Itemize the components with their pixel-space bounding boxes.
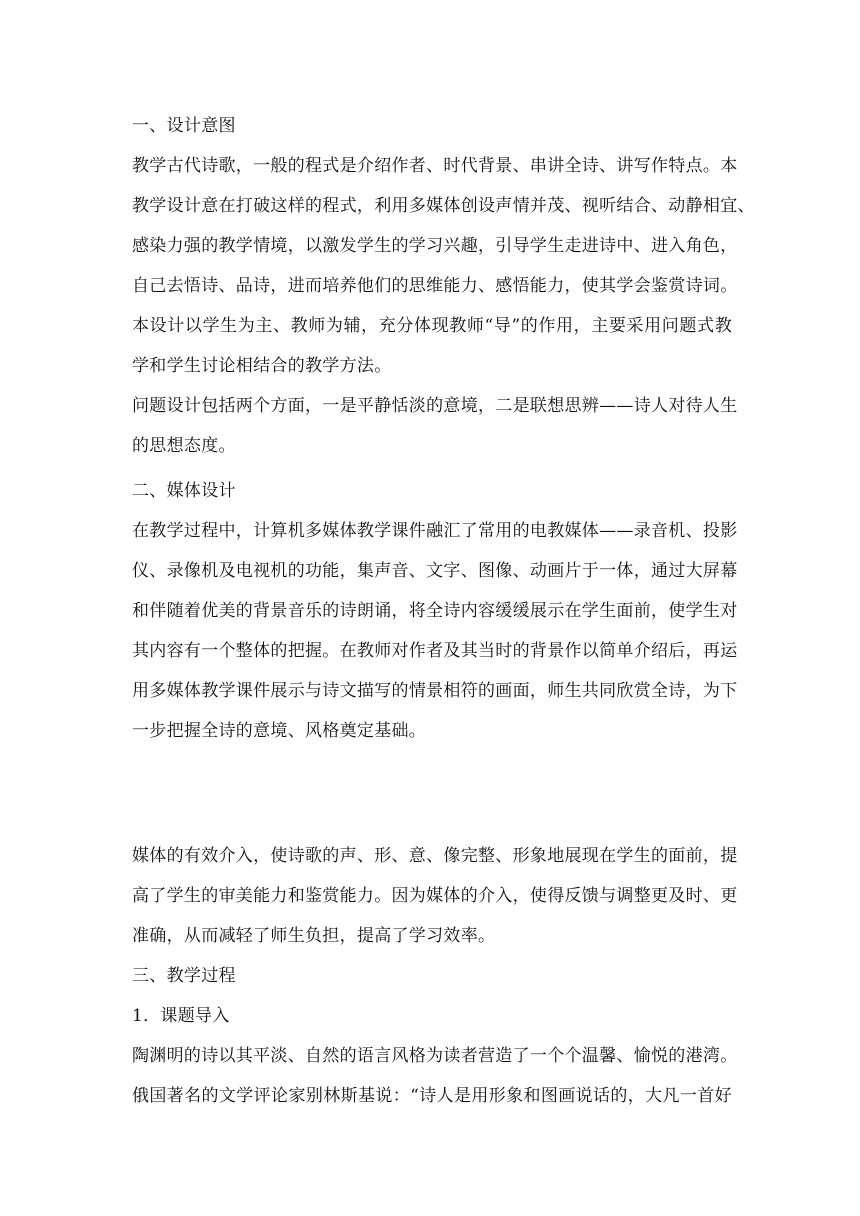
paragraph-line: 陶渊明的诗以其平淡、自然的语言风格为读者营造了一个个温馨、愉悦的港湾。 — [132, 1046, 738, 1066]
paragraph-line: 准确，从而减轻了师生负担，提高了学习效率。 — [132, 926, 496, 946]
paragraph-line: 本设计以学生为主、教师为辅，充分体现教师“导”的作用，主要采用问题式教 — [132, 316, 732, 336]
paragraph-line: 问题设计包括两个方面，一是平静恬淡的意境，二是联想思辨——诗人对待人生 — [132, 396, 738, 416]
paragraph-line: 在教学过程中，计算机多媒体教学课件融汇了常用的电教媒体——录音机、投影 — [132, 521, 738, 541]
subheading-topic-intro: 1．课题导入 — [132, 1006, 230, 1026]
paragraph-line: 高了学生的审美能力和鉴赏能力。因为媒体的介入，使得反馈与调整更及时、更 — [132, 886, 738, 906]
paragraph-line: 的思想态度。 — [132, 436, 236, 456]
paragraph-line: 媒体的有效介入，使诗歌的声、形、意、像完整、形象地展现在学生的面前，提 — [132, 846, 738, 866]
paragraph-line: 和伴随着优美的背景音乐的诗朗诵，将全诗内容缓缓展示在学生面前，使学生对 — [132, 601, 738, 621]
paragraph-line: 用多媒体教学课件展示与诗文描写的情景相符的画面，师生共同欣赏全诗，为下 — [132, 681, 738, 701]
paragraph-line: 教学设计意在打破这样的程式，利用多媒体创设声情并茂、视听结合、动静相宜、 — [132, 196, 755, 216]
paragraph-line: 感染力强的教学情境，以激发学生的学习兴趣，引导学生走进诗中、进入角色， — [132, 236, 738, 256]
paragraph-line: 自己去悟诗、品诗，进而培养他们的思维能力、感悟能力，使其学会鉴赏诗词。 — [132, 276, 738, 296]
paragraph-line: 学和学生讨论相结合的教学方法。 — [132, 356, 392, 376]
paragraph-line: 其内容有一个整体的把握。在教师对作者及其当时的背景作以简单介绍后，再运 — [132, 641, 738, 661]
heading-teaching-process: 三、教学过程 — [132, 966, 236, 986]
paragraph-line: 教学古代诗歌，一般的程式是介绍作者、时代背景、串讲全诗、讲写作特点。本 — [132, 156, 738, 176]
paragraph-line: 俄国著名的文学评论家别林斯基说：“诗人是用形象和图画说话的，大凡一首好 — [132, 1086, 732, 1106]
paragraph-line: 仪、录像机及电视机的功能，集声音、文字、图像、动画片于一体，通过大屏幕 — [132, 561, 738, 581]
heading-media-design: 二、媒体设计 — [132, 481, 236, 501]
paragraph-line: 一步把握全诗的意境、风格奠定基础。 — [132, 721, 427, 741]
heading-design-intent: 一、设计意图 — [132, 116, 236, 136]
